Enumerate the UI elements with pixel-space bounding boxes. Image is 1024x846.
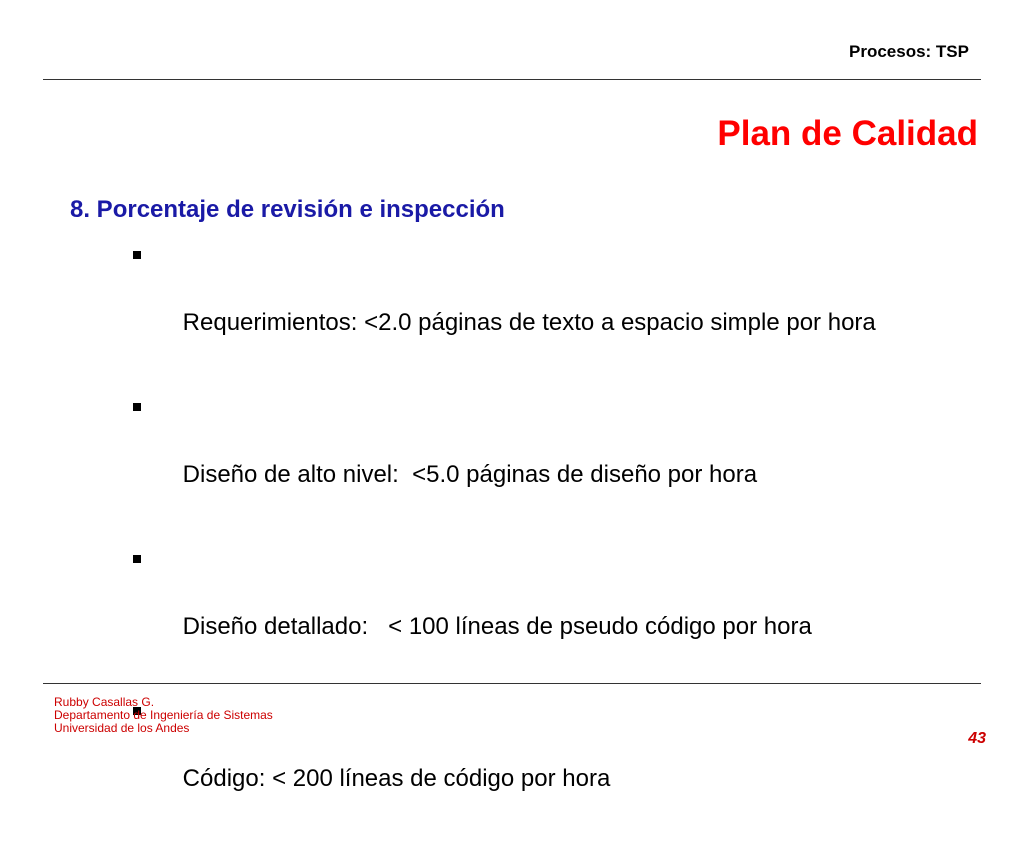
bullet-item (131, 542, 931, 678)
bullet-text: Diseño detallado: < 100 líneas de pseudo código por hora (182, 613, 812, 640)
bullet-text: Requerimientos: <2.0 páginas de texto a espacio simple por hora (182, 309, 876, 336)
bullet-text: Código: < 200 líneas de código por hora (182, 765, 611, 792)
header-label: Procesos: TSP (849, 42, 969, 61)
footer-department: Departamento de Ingeniería de Sistemas (54, 708, 273, 722)
bullet-item (131, 390, 931, 526)
square-bullet-icon (133, 403, 141, 411)
square-bullet-icon (133, 555, 141, 563)
page-number: 43 (968, 730, 986, 747)
footer-author: Rubby Casallas G. (54, 695, 155, 709)
header-divider (43, 79, 981, 80)
bullet-list (131, 238, 931, 846)
footer-divider (43, 683, 981, 684)
square-bullet-icon (133, 251, 141, 259)
footer-university: Universidad de los Andes (54, 721, 190, 735)
bullet-text: Diseño de alto nivel: <5.0 páginas de diseño por hora (182, 461, 758, 488)
section-heading: 8. Porcentaje de revisión e inspección (70, 196, 505, 223)
footer-credits (54, 696, 273, 735)
bullet-item (131, 238, 931, 374)
slide-title: Plan de Calidad (717, 114, 978, 153)
